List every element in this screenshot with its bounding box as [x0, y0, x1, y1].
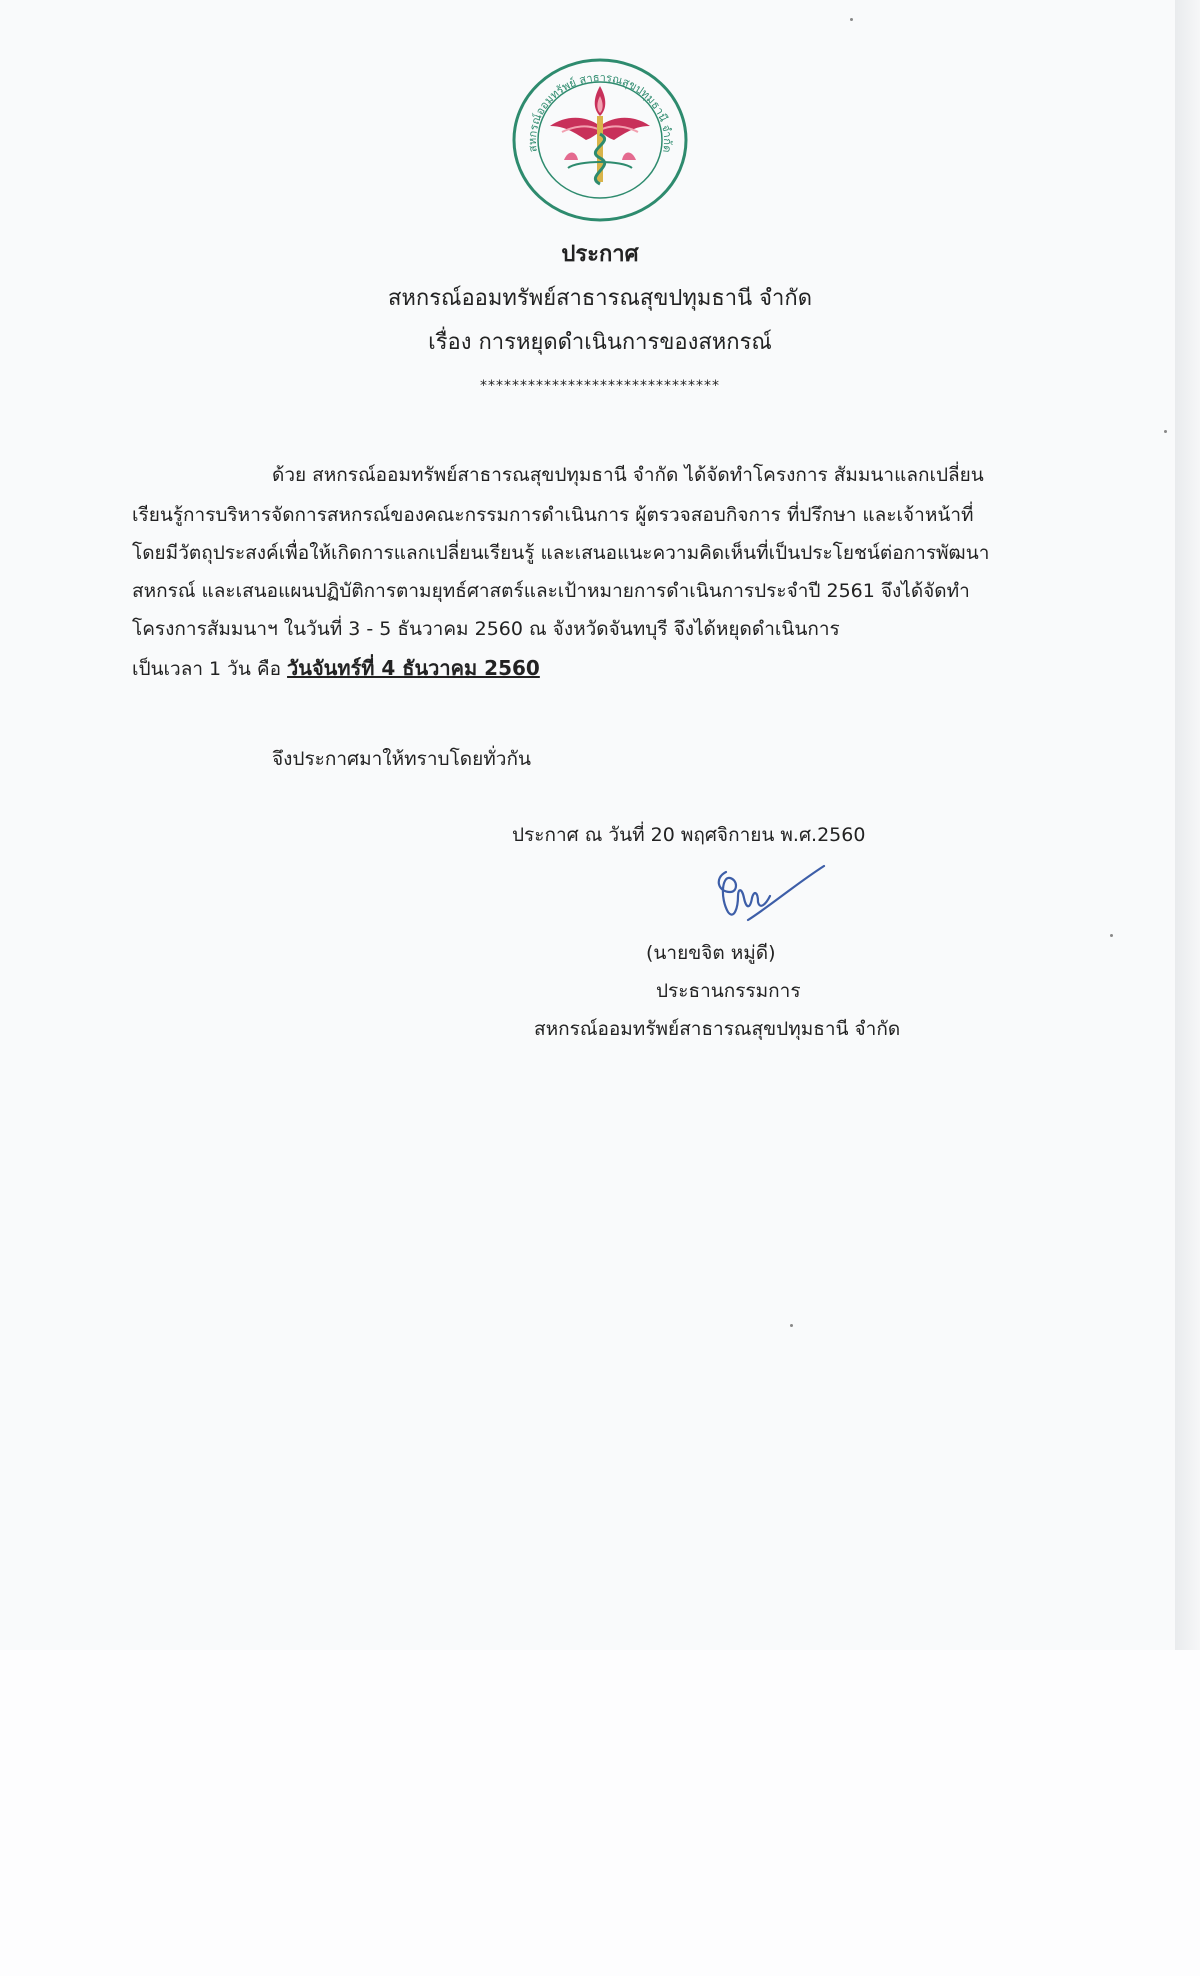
- organization-name: สหกรณ์ออมทรัพย์สาธารณสุขปทุมธานี จำกัด: [387, 286, 812, 311]
- signer-position: ประธานกรรมการ: [656, 980, 801, 1002]
- scan-speck: [850, 18, 853, 21]
- body-line-3: โดยมีวัตถุประสงค์เพื่อให้เกิดการแลกเปลี่ยนเรียนรู้ และเสนอแนะความคิดเห็นที่เป็นประโยชน์ต่อการพัฒนา: [132, 542, 990, 564]
- body-line-6: [132, 652, 540, 684]
- scan-speck: [1164, 430, 1167, 433]
- closure-date: วันจันทร์ที่ 4 ธันวาคม 2560: [287, 656, 540, 680]
- signer-organization: สหกรณ์ออมทรัพย์สาธารณสุขปทุมธานี จำกัด: [534, 1018, 901, 1040]
- body-line-2: เรียนรู้การบริหารจัดการสหกรณ์ของคณะกรรมการดำเนินการ ผู้ตรวจสอบกิจการ ที่ปรึกษา และเจ้าหน้าที่: [132, 504, 974, 526]
- announcement-title: ประกาศ: [561, 242, 639, 267]
- signature: [708, 858, 828, 930]
- body-line-1: ด้วย สหกรณ์ออมทรัพย์สาธารณสุขปทุมธานี จำกัด ได้จัดทำโครงการ สัมมนาแลกเปลี่ยน: [272, 464, 984, 486]
- cooperative-logo: [508, 56, 692, 224]
- body-line-6-prefix: เป็นเวลา 1 วัน คือ: [132, 658, 288, 680]
- scan-speck: [1110, 934, 1113, 937]
- scan-background: [0, 1650, 1200, 1976]
- closing-statement: จึงประกาศมาให้ทราบโดยทั่วกัน: [272, 748, 531, 770]
- divider: ******************************: [480, 378, 720, 394]
- scan-speck: [790, 1324, 793, 1327]
- announcement-date: ประกาศ ณ วันที่ 20 พฤศจิกายน พ.ศ.2560: [512, 824, 866, 846]
- signer-name: (นายขจิต หมู่ดี): [646, 942, 776, 964]
- body-line-5: โครงการสัมมนาฯ ในวันที่ 3 - 5 ธันวาคม 2560 ณ จังหวัดจันทบุรี จึงได้หยุดดำเนินการ: [132, 618, 840, 640]
- announcement-subject: เรื่อง การหยุดดำเนินการของสหกรณ์: [428, 330, 772, 355]
- logo-ring-text: สหกรณ์ออมทรัพย์ สาธารณสุขปทุมธานี จำกัด: [525, 71, 675, 154]
- body-line-4: สหกรณ์ และเสนอแผนปฏิบัติการตามยุทธ์ศาสตร์และเป้าหมายการดำเนินการประจำปี 2561 จึงได้จัดทำ: [132, 580, 970, 602]
